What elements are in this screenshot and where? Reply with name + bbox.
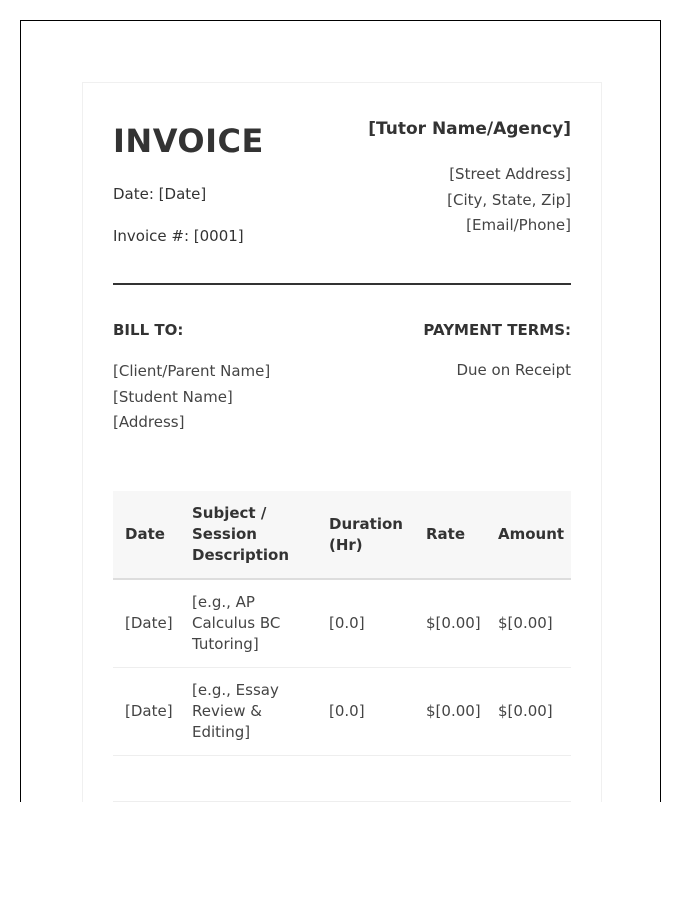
row-rate: $[0.00] — [414, 579, 486, 667]
header-duration: Duration (Hr) — [317, 491, 414, 579]
row-description: [e.g., AP Calculus BC Tutoring] — [180, 579, 317, 667]
row-duration: [0.0] — [317, 667, 414, 755]
tutor-name: [Tutor Name/Agency] — [368, 119, 571, 139]
line-items-table — [113, 491, 571, 802]
bill-to-client: [Client/Parent Name] — [113, 362, 271, 380]
table-row-empty — [113, 755, 571, 801]
row-duration: [0.0] — [317, 579, 414, 667]
header-amount: Amount — [486, 491, 571, 579]
invoice-sheet — [82, 82, 602, 802]
row-date: [Date] — [113, 579, 180, 667]
invoice-number: Invoice #: [0001] — [113, 227, 244, 245]
header-rate: Rate — [414, 491, 486, 579]
invoice-date: Date: [Date] — [113, 185, 207, 203]
tutor-city: [City, State, Zip] — [447, 190, 571, 209]
table-row — [113, 579, 571, 667]
payment-terms-heading: PAYMENT TERMS: — [423, 321, 571, 339]
empty-row-cell — [113, 755, 571, 801]
tutor-address — [447, 162, 571, 239]
row-rate: $[0.00] — [414, 667, 486, 755]
header-description: Subject / Session Description — [180, 491, 317, 579]
tutor-contact: [Email/Phone] — [466, 216, 571, 234]
row-amount: $[0.00] — [486, 579, 571, 667]
page-frame — [20, 20, 661, 802]
header-date: Date — [113, 491, 180, 579]
header-divider — [113, 283, 571, 285]
invoice-title: INVOICE — [113, 122, 264, 160]
table-header-row — [113, 491, 571, 579]
payment-terms-value: Due on Receipt — [456, 361, 571, 379]
tutor-street: [Street Address] — [449, 165, 571, 183]
bill-to-block — [113, 359, 270, 436]
bill-to-student: [Student Name] — [113, 387, 233, 406]
row-description: [e.g., Essay Review & Editing] — [180, 667, 317, 755]
row-date: [Date] — [113, 667, 180, 755]
bill-to-address: [Address] — [113, 413, 185, 431]
table-row — [113, 667, 571, 755]
row-amount: $[0.00] — [486, 667, 571, 755]
bill-to-heading: BILL TO: — [113, 321, 184, 339]
